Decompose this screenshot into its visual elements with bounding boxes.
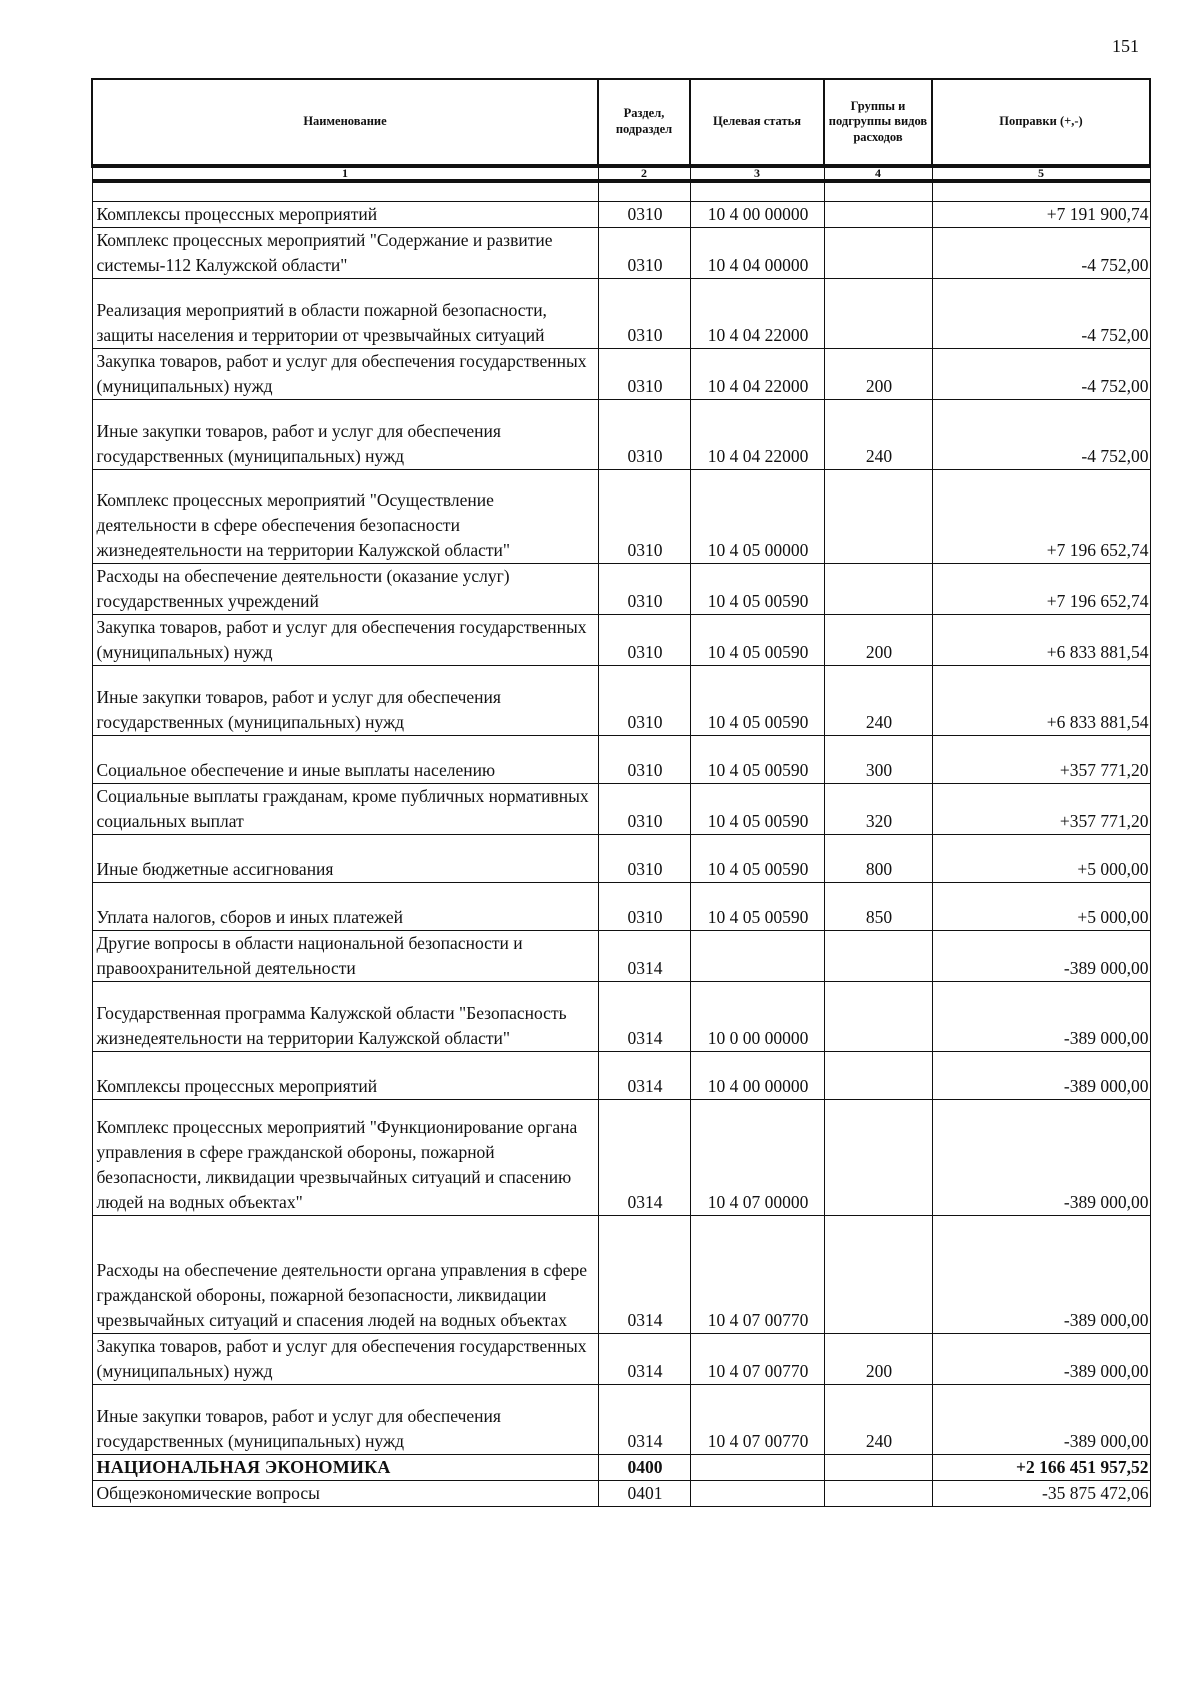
column-number: 1: [92, 166, 598, 181]
row-amount: +7 191 900,74: [932, 202, 1150, 228]
row-target: 10 4 07 00000: [690, 1100, 824, 1216]
row-name: Уплата налогов, сборов и иных платежей: [92, 883, 598, 931]
table-row: [92, 1052, 1150, 1100]
row-name: Комплекс процессных мероприятий "Функционирование органа управления в сфере гражданской обороны, пожарной безопасности, ликвидации чрезвычайных ситуаций и спасению людей на водных объектах": [92, 1100, 598, 1216]
row-amount: +357 771,20: [932, 784, 1150, 835]
row-group: 240: [824, 1385, 932, 1455]
header-groups: Группы и подгруппы видов расходов: [824, 79, 932, 166]
row-group: 850: [824, 883, 932, 931]
row-target: 10 4 07 00770: [690, 1216, 824, 1334]
column-number: 2: [598, 166, 690, 181]
row-amount: +357 771,20: [932, 736, 1150, 784]
row-target: 10 4 05 00590: [690, 835, 824, 883]
row-section: 0310: [598, 349, 690, 400]
row-target: 10 4 00 00000: [690, 202, 824, 228]
row-amount: -389 000,00: [932, 1385, 1150, 1455]
header-name: Наименование: [92, 79, 598, 166]
table-row: [92, 784, 1150, 835]
row-amount: -4 752,00: [932, 279, 1150, 349]
row-name: Иные закупки товаров, работ и услуг для обеспечения государственных (муниципальных) нужд: [92, 1385, 598, 1455]
table-row: [92, 349, 1150, 400]
row-section: 0314: [598, 1100, 690, 1216]
row-group: [824, 1052, 932, 1100]
row-target: 10 4 05 00590: [690, 615, 824, 666]
row-name: Закупка товаров, работ и услуг для обеспечения государственных (муниципальных) нужд: [92, 349, 598, 400]
row-amount: +6 833 881,54: [932, 666, 1150, 736]
row-target: 10 4 04 00000: [690, 228, 824, 279]
column-number: 3: [690, 166, 824, 181]
row-section: 0400: [598, 1455, 690, 1481]
table-row: [92, 470, 1150, 564]
row-section: 0314: [598, 982, 690, 1052]
header-target: Целевая статья: [690, 79, 824, 166]
row-amount: -389 000,00: [932, 1052, 1150, 1100]
row-section: 0310: [598, 883, 690, 931]
row-target: 10 4 04 22000: [690, 349, 824, 400]
row-amount: +7 196 652,74: [932, 470, 1150, 564]
header-amendments: Поправки (+,-): [932, 79, 1150, 166]
row-name: Иные закупки товаров, работ и услуг для обеспечения государственных (муниципальных) нужд: [92, 666, 598, 736]
header-section: Раздел, подраздел: [598, 79, 690, 166]
row-amount: +5 000,00: [932, 835, 1150, 883]
row-group: [824, 982, 932, 1052]
row-section: 0314: [598, 1052, 690, 1100]
column-number: 4: [824, 166, 932, 181]
row-amount: -389 000,00: [932, 1100, 1150, 1216]
row-target: [690, 1455, 824, 1481]
table-row: [92, 1385, 1150, 1455]
row-name: Комплекс процессных мероприятий "Осуществление деятельности в сфере обеспечения безопасности жизнедеятельности на территории Калужской области": [92, 470, 598, 564]
table-row: [92, 1100, 1150, 1216]
table-row: [92, 1334, 1150, 1385]
row-target: 10 4 07 00770: [690, 1334, 824, 1385]
row-amount: -389 000,00: [932, 931, 1150, 982]
row-section: 0310: [598, 279, 690, 349]
row-name: НАЦИОНАЛЬНАЯ ЭКОНОМИКА: [92, 1455, 598, 1481]
row-name: Социальное обеспечение и иные выплаты населению: [92, 736, 598, 784]
column-number: 5: [932, 166, 1150, 181]
row-target: 10 4 04 22000: [690, 279, 824, 349]
row-section: 0401: [598, 1481, 690, 1507]
row-group: 200: [824, 615, 932, 666]
page-number: 151: [1112, 36, 1139, 56]
table-row: [92, 835, 1150, 883]
row-name: Комплексы процессных мероприятий: [92, 1052, 598, 1100]
row-section: 0310: [598, 202, 690, 228]
table-row: [92, 1455, 1150, 1481]
row-section: 0314: [598, 1216, 690, 1334]
table-row: [92, 615, 1150, 666]
table-row: [92, 1481, 1150, 1507]
row-group: [824, 228, 932, 279]
row-section: 0310: [598, 835, 690, 883]
row-name: Реализация мероприятий в области пожарной безопасности, защиты населения и территории от чрезвычайных ситуаций: [92, 279, 598, 349]
row-group: 800: [824, 835, 932, 883]
row-target: 10 4 05 00000: [690, 470, 824, 564]
row-group: [824, 1216, 932, 1334]
row-target: 10 4 05 00590: [690, 564, 824, 615]
row-section: 0310: [598, 666, 690, 736]
row-target: 10 4 04 22000: [690, 400, 824, 470]
row-group: 320: [824, 784, 932, 835]
row-amount: -4 752,00: [932, 349, 1150, 400]
table-row: [92, 202, 1150, 228]
row-group: 300: [824, 736, 932, 784]
row-target: 10 4 05 00590: [690, 784, 824, 835]
row-amount: -35 875 472,06: [932, 1481, 1150, 1507]
row-group: 200: [824, 1334, 932, 1385]
row-amount: -389 000,00: [932, 982, 1150, 1052]
table-row: [92, 279, 1150, 349]
row-amount: -389 000,00: [932, 1334, 1150, 1385]
header-row: [92, 79, 1150, 166]
row-amount: +5 000,00: [932, 883, 1150, 931]
row-group: 240: [824, 400, 932, 470]
table-row: [92, 400, 1150, 470]
row-amount: +7 196 652,74: [932, 564, 1150, 615]
row-section: 0310: [598, 400, 690, 470]
table-row: [92, 931, 1150, 982]
row-amount: +2 166 451 957,52: [932, 1455, 1150, 1481]
row-group: [824, 1481, 932, 1507]
row-name: Закупка товаров, работ и услуг для обеспечения государственных (муниципальных) нужд: [92, 1334, 598, 1385]
row-target: [690, 1481, 824, 1507]
spacer-row: [92, 181, 1150, 202]
table-row: [92, 1216, 1150, 1334]
row-name: Комплексы процессных мероприятий: [92, 202, 598, 228]
row-amount: -4 752,00: [932, 400, 1150, 470]
row-name: Иные бюджетные ассигнования: [92, 835, 598, 883]
row-name: Закупка товаров, работ и услуг для обеспечения государственных (муниципальных) нужд: [92, 615, 598, 666]
row-target: 10 0 00 00000: [690, 982, 824, 1052]
row-target: 10 4 05 00590: [690, 666, 824, 736]
row-amount: -4 752,00: [932, 228, 1150, 279]
row-group: 240: [824, 666, 932, 736]
row-group: [824, 931, 932, 982]
table-row: [92, 666, 1150, 736]
row-name: Комплекс процессных мероприятий "Содержание и развитие системы-112 Калужской области": [92, 228, 598, 279]
row-target: 10 4 05 00590: [690, 883, 824, 931]
row-name: Социальные выплаты гражданам, кроме публичных нормативных социальных выплат: [92, 784, 598, 835]
row-group: [824, 564, 932, 615]
table-row: [92, 564, 1150, 615]
row-section: 0310: [598, 784, 690, 835]
row-section: 0310: [598, 615, 690, 666]
row-group: [824, 279, 932, 349]
row-name: Другие вопросы в области национальной безопасности и правоохранительной деятельности: [92, 931, 598, 982]
table-row: [92, 982, 1150, 1052]
row-section: 0310: [598, 470, 690, 564]
row-section: 0314: [598, 1385, 690, 1455]
row-group: 200: [824, 349, 932, 400]
row-target: 10 4 07 00770: [690, 1385, 824, 1455]
row-group: [824, 1455, 932, 1481]
row-name: Расходы на обеспечение деятельности (оказание услуг) государственных учреждений: [92, 564, 598, 615]
row-section: 0310: [598, 228, 690, 279]
row-section: 0310: [598, 564, 690, 615]
row-name: Расходы на обеспечение деятельности органа управления в сфере гражданской обороны, пожарной безопасности, ликвидации чрезвычайных ситуаций и спасения людей на водных объектах: [92, 1216, 598, 1334]
row-target: [690, 931, 824, 982]
row-name: Иные закупки товаров, работ и услуг для обеспечения государственных (муниципальных) нужд: [92, 400, 598, 470]
row-group: [824, 1100, 932, 1216]
row-group: [824, 470, 932, 564]
row-section: 0314: [598, 1334, 690, 1385]
row-target: 10 4 05 00590: [690, 736, 824, 784]
row-amount: +6 833 881,54: [932, 615, 1150, 666]
row-name: Общеэкономические вопросы: [92, 1481, 598, 1507]
budget-amendments-table: [91, 78, 1151, 1507]
table-row: [92, 883, 1150, 931]
row-group: [824, 202, 932, 228]
row-amount: -389 000,00: [932, 1216, 1150, 1334]
column-number-row: [92, 166, 1150, 181]
row-name: Государственная программа Калужской области "Безопасность жизнедеятельности на территории Калужской области": [92, 982, 598, 1052]
table-row: [92, 736, 1150, 784]
row-section: 0314: [598, 931, 690, 982]
row-section: 0310: [598, 736, 690, 784]
row-target: 10 4 00 00000: [690, 1052, 824, 1100]
table-row: [92, 228, 1150, 279]
